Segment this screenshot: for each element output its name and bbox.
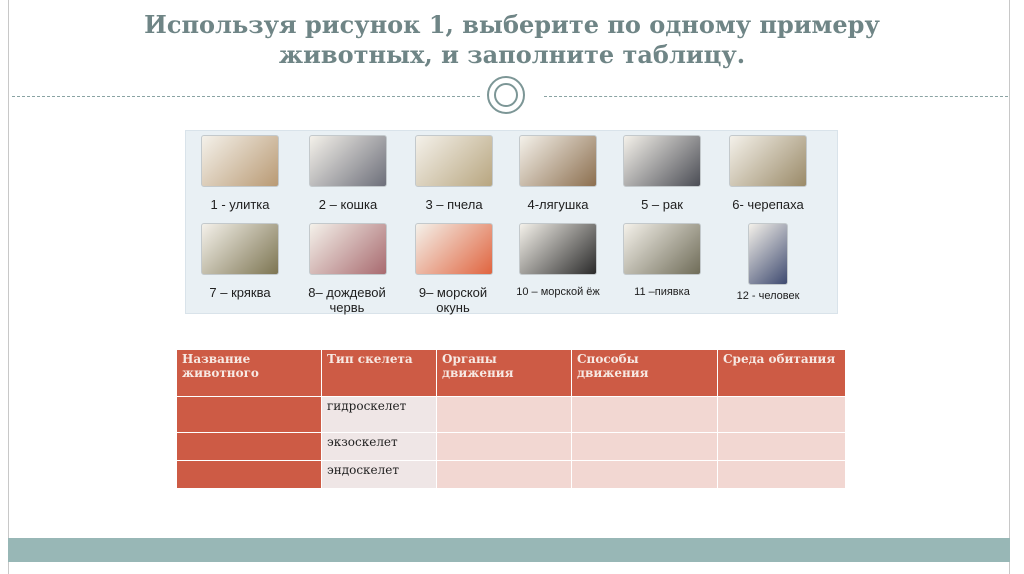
animal-crayfish (612, 135, 712, 212)
cell-animal-name[interactable] (177, 397, 322, 433)
animal-leech (612, 223, 712, 300)
cell-movement-methods[interactable] (572, 461, 718, 489)
leech-picture-icon (623, 223, 701, 275)
animal-caption: 9– морской окунь (418, 285, 488, 315)
header-movement-organs: Органы движения (437, 350, 572, 397)
cell-habitat[interactable] (718, 461, 846, 489)
animal-caption: 3 – пчела (425, 197, 483, 212)
turtle-picture-icon (729, 135, 807, 187)
animal-caption: 2 – кошка (318, 197, 378, 212)
animal-human (718, 223, 818, 304)
animal-caption: 8– дождевой червь (308, 285, 386, 315)
header-skeleton-type: Тип скелета (322, 350, 437, 397)
animal-perch (404, 223, 504, 315)
animal-frog (508, 135, 608, 212)
header-movement-methods: Способы движения (572, 350, 718, 397)
divider-left (12, 96, 480, 97)
duck-picture-icon (201, 223, 279, 275)
animal-caption: 1 - улитка (210, 197, 270, 212)
footer-band (8, 538, 1010, 562)
animal-caption: 6- черепаха (732, 197, 804, 212)
animal-mallard (190, 223, 290, 300)
cell-habitat[interactable] (718, 433, 846, 461)
human-picture-icon (748, 223, 788, 285)
cell-movement-organs[interactable] (437, 461, 572, 489)
table-row (177, 397, 846, 433)
animal-caption: 5 – рак (641, 197, 683, 212)
header-habitat: Среда обитания (718, 350, 846, 397)
slide-title (0, 10, 1024, 70)
animal-sea-urchin (508, 223, 608, 300)
crayfish-picture-icon (623, 135, 701, 187)
cell-skeleton-type: эндоскелет (322, 461, 437, 489)
table-row (177, 461, 846, 489)
slide-title-line-1: Используя рисунок 1, выберите по одному примеру (144, 10, 880, 39)
table-row (177, 433, 846, 461)
cat-picture-icon (309, 135, 387, 187)
animal-caption: 10 – морской ёж (516, 286, 600, 298)
animal-cat (298, 135, 398, 212)
snail-picture-icon (201, 135, 279, 187)
cell-movement-methods[interactable] (572, 397, 718, 433)
frog-picture-icon (519, 135, 597, 187)
animal-bee (404, 135, 504, 212)
cell-movement-organs[interactable] (437, 433, 572, 461)
answer-table (176, 349, 846, 489)
fish-picture-icon (415, 223, 493, 275)
animal-caption: 4-лягушка (527, 197, 589, 212)
table-header-row (177, 350, 846, 397)
circle-ornament-icon (487, 76, 525, 114)
bee-picture-icon (415, 135, 493, 187)
slide-title-line-2: животных, и заполните таблицу. (278, 40, 746, 69)
cell-animal-name[interactable] (177, 461, 322, 489)
urchin-picture-icon (519, 223, 597, 275)
animal-earthworm (298, 223, 398, 315)
animal-turtle (718, 135, 818, 212)
animal-caption: 7 – кряква (209, 285, 271, 300)
animal-snail (190, 135, 290, 212)
cell-skeleton-type: экзоскелет (322, 433, 437, 461)
cell-movement-methods[interactable] (572, 433, 718, 461)
header-animal-name: Название животного (177, 350, 322, 397)
cell-movement-organs[interactable] (437, 397, 572, 433)
cell-habitat[interactable] (718, 397, 846, 433)
cell-skeleton-type: гидроскелет (322, 397, 437, 433)
worm-picture-icon (309, 223, 387, 275)
animal-caption: 12 - человек (736, 290, 800, 302)
divider-right (544, 96, 1008, 97)
animal-caption: 11 –пиявка (634, 286, 690, 298)
figure-animals (185, 130, 838, 314)
cell-animal-name[interactable] (177, 433, 322, 461)
